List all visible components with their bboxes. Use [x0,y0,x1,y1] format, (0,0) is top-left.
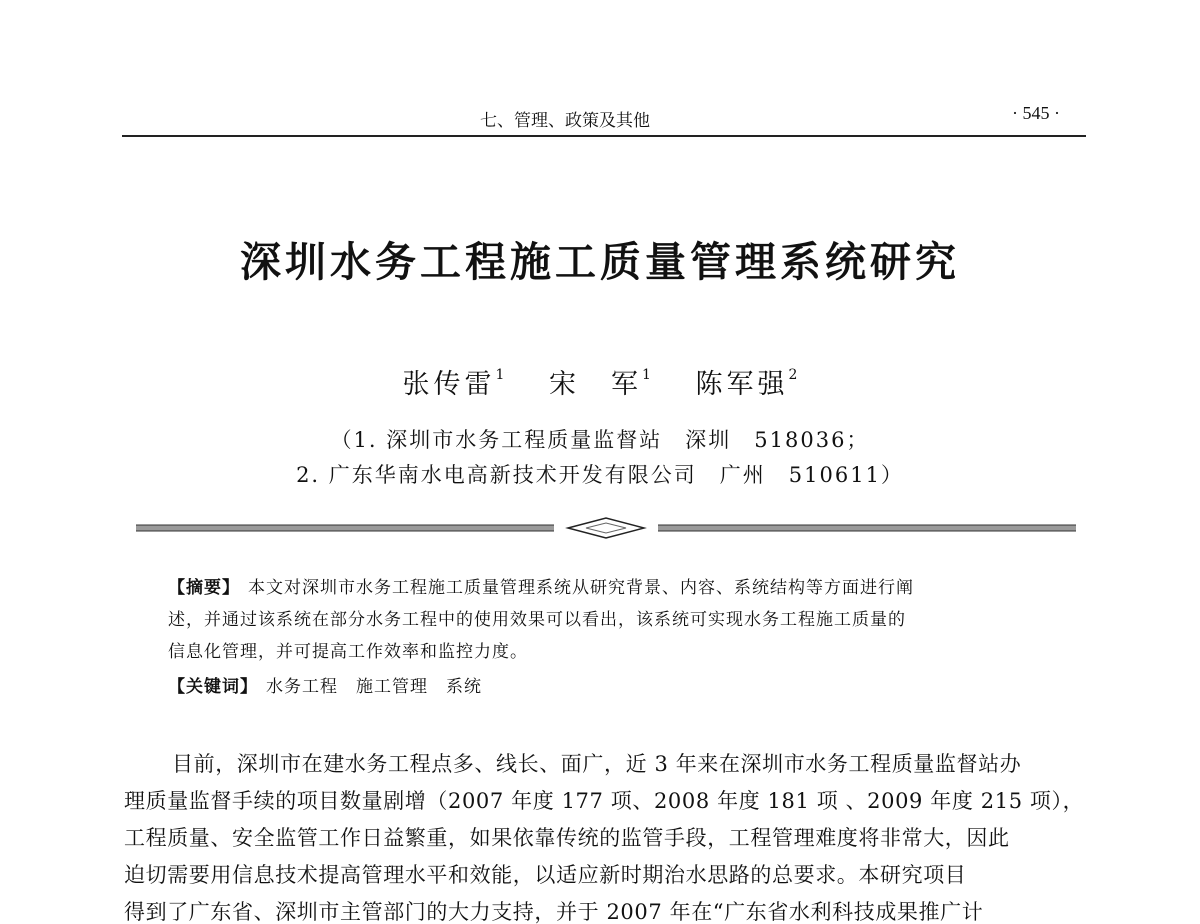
body-text-line: 目前，深圳市在建水务工程点多、线长、面广，近 3 年来在深圳市水务工程质量监督站办 [172,752,1022,776]
section-title: 七、管理、政策及其他 [480,111,650,131]
abstract-label: 【摘要】 [168,578,240,598]
running-head [0,98,1200,138]
keyword: 施工管理 [356,677,428,697]
affiliation-mark: 2 [788,367,798,383]
author [696,362,798,401]
author [403,362,505,401]
author-name: 张传雷 [402,369,496,400]
paper-title: 深圳水务工程施工质量管理系统研究 [240,238,960,286]
page-number: · 545 · [1012,103,1060,123]
affiliation-line: 2. 广东华南水电高新技术开发有限公司 广州 510611） [296,463,904,487]
body-text-line: 迫切需要用信息技术提高管理水平和效能，以适应新时期治水思路的总要求。本研究项目 [124,863,967,887]
keyword: 水务工程 [266,677,338,697]
author [549,362,651,401]
divider-bar-left [136,525,554,531]
abstract-text: 本文对深圳市水务工程施工质量管理系统从研究背景、内容、系统结构等方面进行阐 [248,578,914,598]
affiliation-mark: 1 [642,367,651,383]
abstract-line: 信息化管理，并可提高工作效率和监控力度。 [168,642,528,662]
keywords-line [168,677,500,697]
header-rule [122,135,1086,137]
affiliation-mark: 1 [495,367,505,383]
keyword: 系统 [446,677,482,697]
abstract-line [168,578,914,598]
author-name: 陈军强 [695,369,789,400]
body-text-line: 得到了广东省、深圳市主管部门的大力支持，并于 2007 年在“广东省水利科技成果推广计 [124,900,984,924]
keywords-label: 【关键词】 [168,677,258,697]
author-name: 宋 军 [549,369,643,400]
diamond-ornament-icon [568,518,644,538]
author-list [0,362,1200,401]
body-text-line: 工程质量、安全监管工作日益繁重，如果依靠传统的监管手段，工程管理难度将非常大，因此 [124,826,1010,850]
body-text-line: 理质量监督手续的项目数量剧增（2007 年度 177 项、2008 年度 181 项 、2009 年度 215 项）， [124,789,1085,813]
affiliation-line: （1. 深圳市水务工程质量监督站 深圳 518036； [330,428,870,452]
divider-bar-right [658,525,1076,531]
abstract-line: 述，并通过该系统在部分水务工程中的使用效果可以看出，该系统可实现水务工程施工质量的 [168,610,906,630]
ornamental-divider [136,516,1076,540]
